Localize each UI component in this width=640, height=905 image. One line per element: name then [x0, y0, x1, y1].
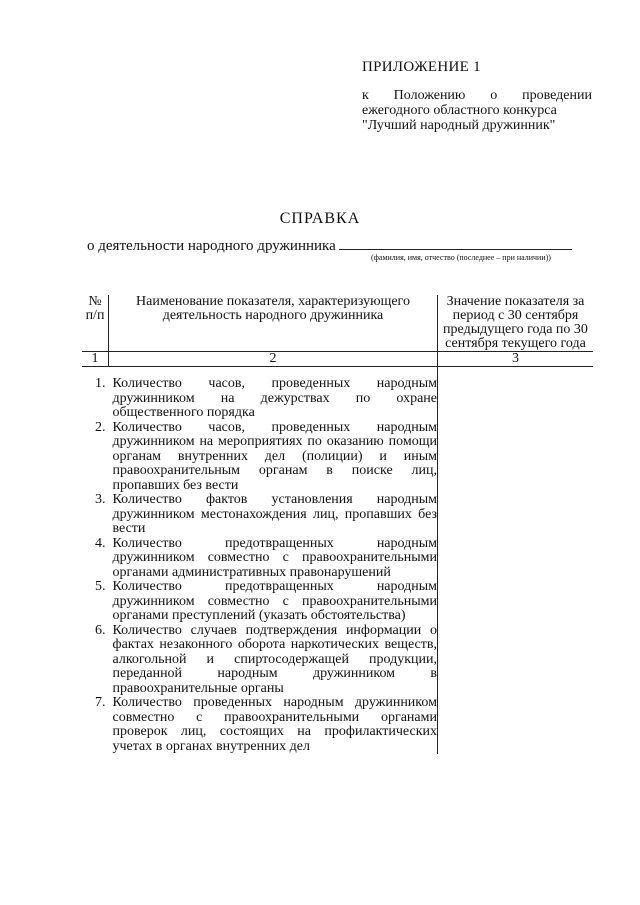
row-value-cell[interactable]	[438, 367, 594, 421]
table-row	[82, 367, 593, 421]
appendix-line: "Лучший народный дружинник"	[362, 118, 556, 133]
table-row	[82, 421, 593, 494]
row-text: Количество предотвращенных народным дружинником совместно с правоохранительными органами преступлений (указать обстоятельства)	[112, 579, 437, 623]
row-value-cell[interactable]	[438, 537, 594, 581]
row-number: 7.	[95, 695, 106, 710]
header-value: Значение показателя за период с 30 сентября предыдущего года по 30 сентября текущего года	[438, 295, 594, 352]
table-row	[82, 696, 593, 754]
header-num: № п/п	[82, 295, 109, 352]
row-text: Количество предотвращенных народным дружинником совместно с правоохранительными органами административных правонарушений	[112, 535, 437, 580]
row-text: Количество случаев подтверждения информации о фактах незаконного оборота наркотических веществ, алкогольной и спиртосодержащей продукции, переданной народным дружинником в правоохранительные органы	[112, 622, 437, 696]
appendix-line: к Положению о проведении	[362, 88, 592, 103]
name-fill-line[interactable]	[339, 237, 572, 250]
row-text: Количество проведенных народным дружинником совместно с правоохранительными органами проверок лиц, состоящих на профилактических учетах в органах внутренних дел	[112, 695, 437, 754]
name-fill-hint: (фамилия, имя, отчество (последнее – при наличии))	[371, 253, 551, 262]
table-header-row	[82, 295, 593, 352]
row-value-cell[interactable]	[438, 421, 594, 494]
column-number: 1	[82, 352, 109, 367]
row-value-cell[interactable]	[438, 493, 594, 537]
row-number: 5.	[95, 579, 106, 594]
table-row	[82, 537, 593, 581]
document-title: СПРАВКА	[279, 210, 361, 227]
row-number: 1.	[95, 376, 106, 391]
row-value-cell[interactable]	[438, 624, 594, 697]
row-text: Количество часов, проведенных народным дружинником на дежурствах по охране общественного порядка	[112, 376, 437, 420]
row-value-cell[interactable]	[438, 580, 594, 624]
row-number: 4.	[95, 535, 106, 551]
appendix-line: ежегодного областного конкурса	[362, 103, 557, 118]
subject-text: о деятельности народного дружинника	[87, 238, 336, 254]
row-text: Количество часов, проведенных народным дружинником на мероприятиях по оказанию помощи органам внутренних дел (полиции) и иным правоохранительным органам в поиске лиц, пропавших без вести	[112, 419, 437, 493]
table-row	[82, 493, 593, 537]
row-number: 2.	[95, 419, 106, 435]
row-number: 3.	[95, 492, 106, 507]
row-value-cell[interactable]	[438, 696, 594, 754]
column-number: 3	[438, 352, 594, 367]
table-row	[82, 624, 593, 697]
table-row	[82, 580, 593, 624]
column-number-row	[82, 352, 593, 367]
row-text: Количество фактов установления народным дружинником местонахождения лиц, пропавших без вести	[112, 492, 437, 536]
column-number: 2	[109, 352, 438, 367]
header-name: Наименование показателя, характеризующего деятельность народного дружинника	[109, 295, 438, 352]
appendix-block	[362, 58, 592, 133]
row-number: 6.	[95, 622, 106, 638]
indicators-table	[82, 295, 593, 754]
appendix-title: ПРИЛОЖЕНИЕ 1	[362, 59, 481, 75]
